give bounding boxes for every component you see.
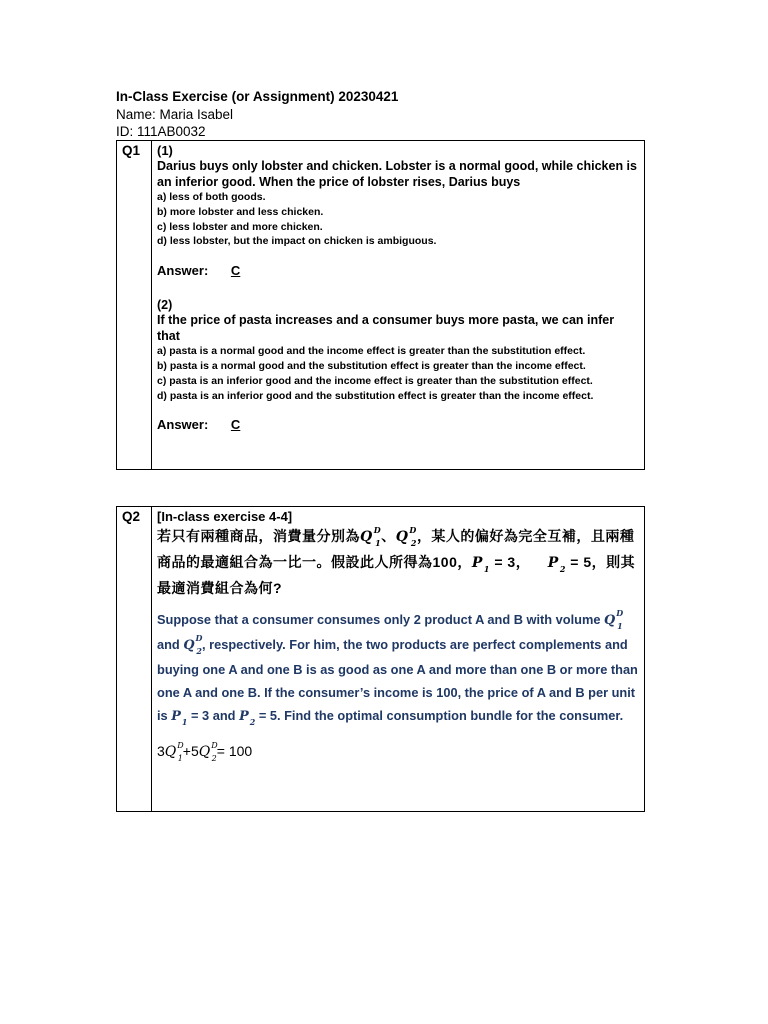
q1-part2-answer <box>157 417 639 432</box>
q2-heading: [In-class exercise 4-4] <box>157 509 293 524</box>
answer-label: Answer: <box>157 417 209 433</box>
math-var-q1: $Q^D_1$ <box>164 741 184 763</box>
question-2-body <box>152 507 645 812</box>
q1-part2-option: d) pasta is an inferior good and the substitution effect is greater than the income effect. <box>157 389 594 402</box>
math-var-p1: $P_1$ <box>171 709 188 727</box>
zh-text: 若只有兩種商品，消費量分別為 <box>157 528 360 544</box>
eq-text: +5 <box>182 743 199 759</box>
q1-part1-number: (1) <box>157 143 173 158</box>
zh-text: = 3， <box>494 554 531 570</box>
q1-part2-option: a) pasta is a normal good and the income effect is greater than the substitution effect. <box>157 345 586 358</box>
en-text: Suppose that a consumer consumes only 2 product A and B with volume <box>157 612 601 627</box>
q2-english-text <box>157 608 639 729</box>
zh-text: 商品的最適組合為一比一。假設此人所得為100， <box>157 554 472 570</box>
document-header <box>116 88 398 141</box>
zh-text: ，某人的偏好為完全互補，且兩種 <box>416 528 635 544</box>
q1-part1-option: a) less of both goods. <box>157 191 266 203</box>
math-var-q2: $Q^D_2$ <box>183 633 203 656</box>
question-1-label: Q1 <box>117 141 152 470</box>
q1-part1-option: c) less lobster and more chicken. <box>157 220 323 233</box>
q1-part2-option: b) pasta is a normal good and the substitution effect is greater than the income effect. <box>157 359 586 372</box>
question-2-label: Q2 <box>117 507 152 812</box>
en-text: and <box>212 708 236 723</box>
document-title: In-Class Exercise (or Assignment) 20230421 <box>116 89 399 104</box>
q2-chinese-text <box>157 524 639 600</box>
answer-label: Answer: <box>157 263 209 279</box>
answer-value: C <box>230 263 241 279</box>
en-text: = 5 <box>258 708 277 723</box>
student-id: ID: 111AB0032 <box>116 124 206 139</box>
q1-part2-option: c) pasta is an inferior good and the income effect is greater than the substitution effect. <box>157 374 593 387</box>
eq-text: = 100 <box>216 743 253 759</box>
q1-part1-question: Darius buys only lobster and chicken. Lobster is a normal good, while chicken is an inferior good. When the price of lobster rises, Darius buys <box>157 159 637 189</box>
q2-equation <box>157 741 639 763</box>
math-var-q2: $Q^D_2$ <box>198 741 218 763</box>
en-text: = 3 <box>191 708 210 723</box>
math-var-q1: $Q^D_1$ <box>360 525 382 548</box>
answer-value: C <box>230 417 241 433</box>
math-var-p2: $P_2$ <box>547 555 566 574</box>
eq-text: 3 <box>157 743 165 759</box>
q1-part2-question: If the price of pasta increases and a consumer buys more pasta, we can infer that <box>157 313 615 344</box>
math-var-q2: $Q^D_2$ <box>395 525 417 548</box>
zh-text: = 5，則其 <box>570 554 636 570</box>
zh-text: 、 <box>381 528 396 544</box>
q1-part2-number: (2) <box>157 298 173 313</box>
question-1-table <box>116 140 645 470</box>
en-text: , respectively. For him, the two products are perfect complements and buying one A and one B is as good as one A and more than one B or more than one A and one B. If the consumer’s income is 100, the price of A and B per unit is <box>157 637 638 723</box>
question-2-table <box>116 506 645 812</box>
q1-part1-option: b) more lobster and less chicken. <box>157 205 324 218</box>
math-var-p2: $P_2$ <box>239 709 256 727</box>
en-text: . Find the optimal consumption bundle for the consumer. <box>276 708 624 723</box>
question-1-body <box>152 141 645 470</box>
q1-part1-answer <box>157 263 639 278</box>
math-var-q1: $Q^D_1$ <box>604 608 624 631</box>
student-name: Name: Maria Isabel <box>116 106 234 122</box>
q1-part1-option: d) less lobster, but the impact on chicken is ambiguous. <box>157 235 437 248</box>
en-text: and <box>157 637 180 652</box>
math-var-p1: $P_1$ <box>471 555 490 574</box>
zh-text: 最適消費組合為何? <box>157 580 283 596</box>
